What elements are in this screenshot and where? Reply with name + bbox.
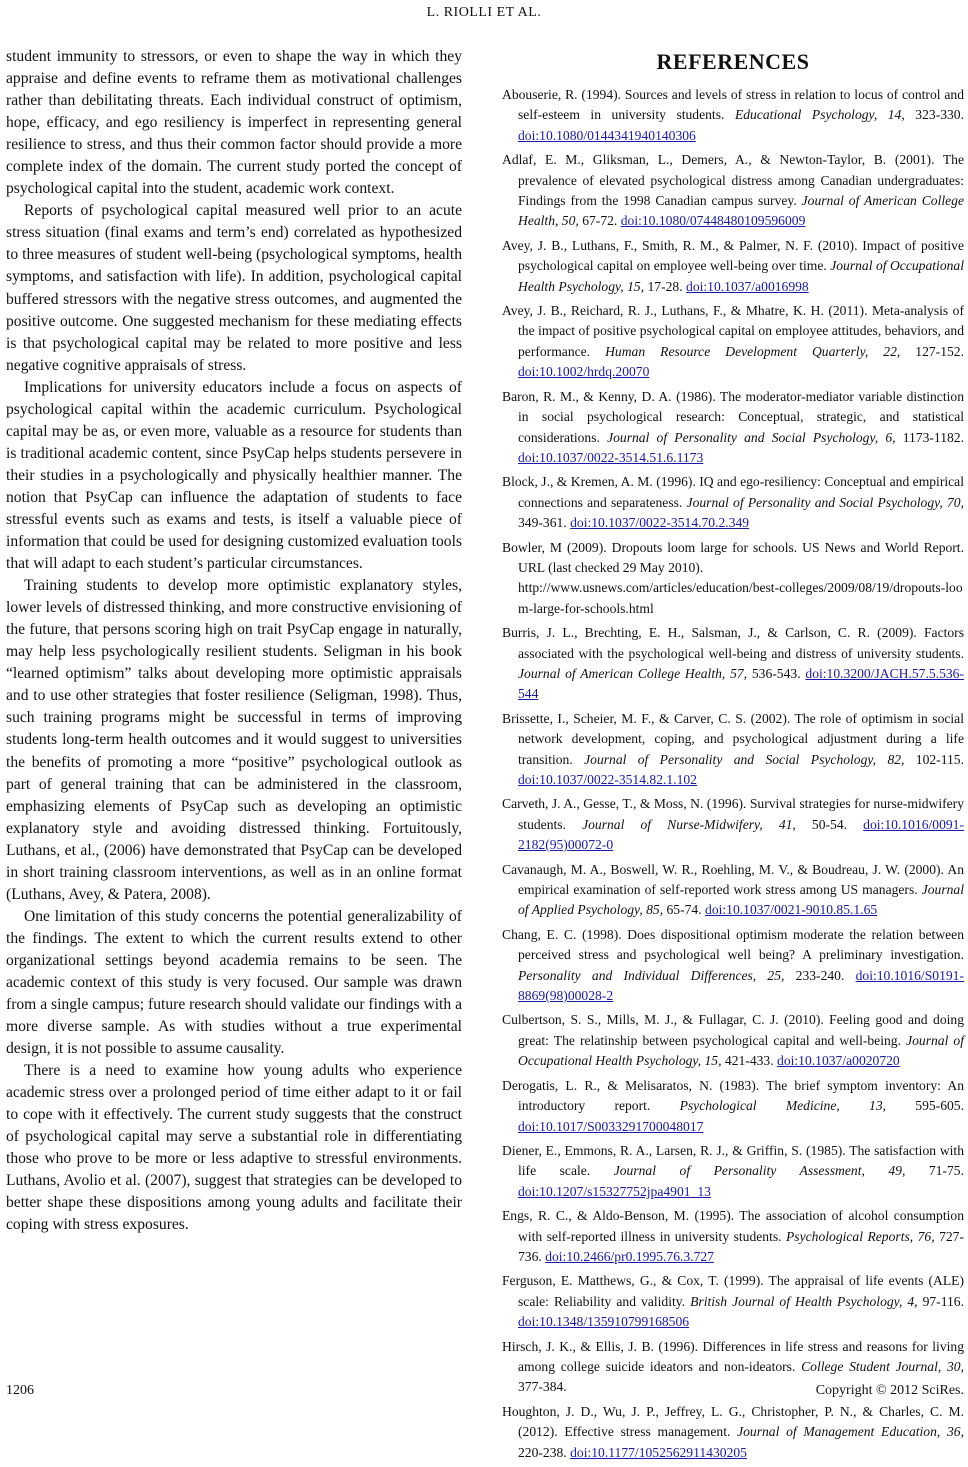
reference-doi-link[interactable]: doi:10.1017/S0033291700048017 — [518, 1118, 704, 1134]
reference-pages: 421-433. — [721, 1053, 778, 1069]
reference-text: Bowler, M (2009). Dropouts loom large for schools. US News and World Report. URL (last checked 29 May 2010). — [502, 539, 964, 575]
reference-pages: 67-72. — [578, 213, 621, 229]
reference-pages: 220-238. — [518, 1444, 571, 1460]
reference-journal: Journal of Management Education, 36, — [737, 1424, 964, 1440]
reference-entry — [502, 472, 964, 533]
reference-entry — [502, 623, 964, 705]
reference-text: Burris, J. L., Brechting, E. H., Salsman, J., & Carlson, C. R. (2009). Factors associated with the psychological well-being and distress of university students. — [502, 625, 964, 661]
reference-journal: Journal of Personality Assessment, 49, — [613, 1163, 906, 1179]
body-text-column — [6, 46, 462, 1237]
reference-entry — [502, 1076, 964, 1137]
reference-entry — [502, 538, 964, 620]
reference-text: Diener, E., Emmons, R. A., Larsen, R. J., & Griffin, S. (1985). The satisfaction with life scale. — [502, 1142, 964, 1179]
reference-pages: 97-116. — [917, 1293, 964, 1309]
reference-entry — [502, 85, 964, 146]
reference-entry — [502, 1402, 964, 1463]
reference-text: Cavanaugh, M. A., Boswell, W. R., Roehling, M. V., & Boudreau, J. W. (2000). An empirical examination of self-reported work stress among US managers. — [502, 861, 964, 898]
reference-text: Adlaf, E. M., Gliksman, L., Demers, A., & Newton-Taylor, B. (2001). The prevalence of elevated psychological distress among Canadian undergraduates: Findings from the 1998 Canadian campus survey. — [502, 152, 964, 209]
reference-doi-link[interactable]: doi:10.1037/a0016998 — [686, 278, 809, 294]
reference-journal: British Journal of Health Psychology, 4, — [690, 1293, 918, 1309]
reference-pages: 349-361. — [518, 515, 571, 531]
reference-text: Brissette, I., Scheier, M. F., & Carver, C. S. (2002). The role of optimism in social network development, coping, and psychological adjustment during a life transition. — [502, 710, 964, 767]
reference-journal: Educational Psychology, 14, — [734, 107, 905, 123]
reference-text: Avey, J. B., Luthans, F., Smith, R. M., & Palmer, N. F. (2010). Impact of positive psychological capital on employee well-being over time. — [502, 237, 964, 274]
reference-text: Ferguson, E. Matthews, G., & Cox, T. (1999). The appraisal of life events (ALE) scale: Reliability and validity. — [502, 1273, 964, 1309]
reference-journal: Journal of Occupational Health Psychology, 15, — [518, 1032, 965, 1069]
reference-doi-link[interactable]: doi:10.2466/pr0.1995.76.3.727 — [545, 1248, 714, 1264]
reference-journal: Journal of Personality and Social Psychology, 70, — [686, 494, 964, 510]
running-head: L. RIOLLI ET AL. — [426, 5, 542, 20]
reference-entry — [502, 301, 964, 383]
copyright-notice: Copyright © 2012 SciRes. — [815, 1383, 964, 1398]
reference-url: http://www.usnews.com/articles/education/best-colleges/2009/08/19/dropouts-loom-large-for-schools.html — [518, 580, 963, 616]
reference-pages: 65-74. — [663, 902, 706, 918]
reference-pages: 1173-1182. — [895, 429, 964, 445]
reference-entry — [502, 925, 964, 1007]
reference-journal: Human Resource Development Quarterly, 22, — [605, 343, 901, 359]
reference-pages: 323-330. — [904, 107, 965, 123]
reference-text: Block, J., & Kremen, A. M. (1996). IQ and ego-resiliency: Conceptual and empirical connections and separateness. — [502, 474, 964, 510]
reference-text: Hirsch, J. K., & Ellis, J. B. (1996). Differences in life stress and reasons for living among college suicide ideators and non-ideators. — [502, 1338, 964, 1374]
reference-pages: 536-543. — [747, 665, 806, 681]
reference-journal: Journal of Nurse-Midwifery, 41, — [582, 816, 796, 832]
reference-doi-link[interactable]: doi:10.1037/a0020720 — [777, 1053, 900, 1069]
reference-entry — [502, 1271, 964, 1332]
reference-doi-link[interactable]: doi:10.1016/S0191-8869(98)00028-2 — [518, 967, 964, 1004]
reference-pages: 595-605. — [886, 1098, 964, 1114]
reference-doi-link[interactable]: doi:10.1037/0022-3514.70.2.349 — [570, 515, 750, 531]
reference-doi-link[interactable]: doi:10.1207/s15327752jpa4901_13 — [518, 1183, 711, 1199]
reference-doi-link[interactable]: doi:10.1002/hrdq.20070 — [518, 364, 650, 380]
reference-entry — [502, 794, 964, 855]
reference-text: Baron, R. M., & Kenny, D. A. (1986). The moderator-mediator variable distinction in social psychological research: Conceptual, strategic, and statistical considerations. — [502, 388, 964, 445]
reference-doi-link[interactable]: doi:10.1037/0022-3514.51.6.1173 — [518, 449, 704, 465]
reference-text: Culbertson, S. S., Mills, M. J., & Fullagar, C. J. (2010). Feeling good and doing great: The relatinship between psychological capital and well-being. — [502, 1012, 964, 1048]
reference-journal: Journal of Occupational Health Psychology, 15, — [518, 258, 964, 294]
reference-pages: 377-384. — [518, 1379, 567, 1395]
reference-journal: Journal of Personality and Social Psychology, 6, — [607, 429, 896, 445]
reference-entry — [502, 860, 964, 921]
reference-text: Chang, E. C. (1998). Does dispositional optimism moderate the relation between perceived stress and psychological well being? A preliminary investigation. — [502, 926, 964, 963]
reference-journal: Journal of American College Health, 57, — [518, 665, 748, 681]
reference-text: Derogatis, L. R., & Melisaratos, N. (1983). The brief symptom inventory: An introductory report. — [502, 1077, 964, 1114]
reference-pages: 233-240. — [784, 967, 856, 983]
reference-doi-link[interactable]: doi:10.1177/1052562911430205 — [570, 1444, 747, 1460]
reference-doi-link[interactable]: doi:10.1037/0021-9010.85.1.65 — [705, 902, 878, 918]
reference-entry — [502, 387, 964, 469]
reference-text: Avey, J. B., Reichard, R. J., Luthans, F., & Mhatre, K. H. (2011). Meta-analysis of the impact of positive psychological capital on employee attitudes, behaviors, and performance. — [502, 303, 964, 359]
reference-text: Engs, R. C., & Aldo-Benson, M. (1995). The association of alcohol consumption with self-reported illness in university students. — [502, 1208, 964, 1244]
reference-journal: Psychological Medicine, 13, — [679, 1098, 887, 1114]
body-paragraph: Reports of psychological capital measured well prior to an acute stress situation (final exams and term’s end) correlated as hypothesized to three measures of student well-being (psychological symptoms, health symptoms, and satisfaction with life). In addition, psychological capital buffered stressors with the negative stress outcomes, and augmented the positive outcome. One suggested mechanism for these mediating effects is that psychological capital may be related to more positive and less negative cognitive appraisals of stress. — [6, 202, 462, 374]
reference-text: Abouserie, R. (1994). Sources and levels of stress in relation to locus of control and self-esteem in university students. — [502, 87, 964, 123]
body-paragraph: Training students to develop more optimistic explanatory styles, lower levels of distressed thinking, and more constructive envisioning of the future, that persons scoring high on trait PsyCap engage in naturally, may help less psychologically resilient students. Seligman in his book “learned optimism” talks about developing more optimistic appraisals and to use other strategies that foster resilience (Seligman, 1998). Thus, such training programs might be successful in terms of improving students long-term health outcomes and it would suggest to universities the benefits of promoting a more “positive” psychological outlook as part of general training that can be administered in the classroom, emphasizing elements of PsyCap such as developing an optimistic explanatory style and avoiding distressed thinking. Fortuitously, Luthans, et al., (2006) have demonstrated that PsyCap can be developed in short training classroom interventions, as well as in an online format (Luthans, Avey, & Patera, 2008). — [6, 577, 462, 903]
body-paragraph: Implications for university educators include a focus on aspects of psychological capital within the academic curriculum. Psychological capital may be as, or even more, valuable as a resource for students than is traditional academic content, since PsyCap helps students persevere in their studies in a psychologically and physically healthier manner. The notion that PsyCap can influence the adaptation of students to face stressful events such as exams and tests, is itself a valuable piece of information that could be used for designing customized evaluation tools that will adapt to each student’s particular circumstances. — [6, 378, 462, 573]
reference-journal: Journal of Applied Psychology, 85, — [518, 882, 964, 918]
reference-text: Houghton, J. D., Wu, J. P., Jeffrey, L. G., Christopher, P. N., & Charles, C. M. (2012). Effective stress management. — [502, 1403, 964, 1440]
body-paragraph: student immunity to stressors, or even to shape the way in which they appraise and define events to reframe them as motivational challenges rather than debilitating threats. Each individual construct of optimism, hope, efficacy, and ego resiliency is imperfect in representing general resilience to stress, and thus their common factor should provide a more complete index of the domain. The current study ported the concept of psychological capital into the student, academic work context. — [6, 48, 462, 198]
reference-doi-link[interactable]: doi:10.1037/0022-3514.82.1.102 — [518, 772, 697, 787]
page-number: 1206 — [6, 1383, 34, 1398]
reference-pages: 17-28. — [644, 278, 687, 294]
reference-journal: Journal of American College Health, 50, — [518, 193, 964, 229]
reference-pages: 50-54. — [795, 816, 864, 832]
reference-entry — [502, 150, 964, 232]
reference-text: Carveth, J. A., Gesse, T., & Moss, N. (1996). Survival strategies for nurse-midwifery students. — [502, 796, 964, 832]
reference-doi-link[interactable]: doi:10.1080/07448480109596009 — [620, 213, 806, 229]
reference-pages: 127-152. — [900, 343, 964, 359]
reference-journal: Journal of Personality and Social Psychology, 82, — [584, 751, 905, 767]
reference-pages: 727-736. — [518, 1228, 964, 1264]
reference-entry — [502, 1206, 964, 1267]
reference-journal: Psychological Reports, 76, — [786, 1228, 935, 1244]
body-paragraph: One limitation of this study concerns the potential generalizability of the findings. The extent to which the current results extend to other organizational settings beyond academia remains to be seen. The academic context of this study is very focused. Our sample was drawn from a single campus; future research should validate our findings with a more diverse sample. As with studies without a true experimental design, it is not possible to assume causality. — [6, 907, 462, 1058]
reference-list — [502, 85, 964, 1463]
body-paragraph: There is a need to examine how young adults who experience academic stress over a prolonged period of time either adapt to it or fail to cope with it effectively. The current study suggests that the construct of psychological capital may serve a substantial role in differentiating those who prove to be more or less adaptive to stressful environments. Luthans, Avolio et al. (2007), suggest that strategies can be developed to better shape these dispositions among young adults and facilitate their coping with stress exposures. — [6, 1062, 462, 1234]
reference-journal: Personality and Individual Differences, 25, — [518, 967, 785, 983]
reference-doi-link[interactable]: doi:10.1016/0091-2182(95)00072-0 — [518, 816, 964, 853]
reference-doi-link[interactable]: doi:10.3200/JACH.57.5.536-544 — [518, 665, 964, 702]
reference-entry — [502, 1010, 964, 1071]
references-heading: REFERENCES — [656, 49, 810, 74]
reference-journal: College Student Journal, 30, — [801, 1358, 964, 1374]
reference-pages: 102-115. — [904, 751, 964, 767]
reference-entry — [502, 1141, 964, 1202]
reference-doi-link[interactable]: doi:10.1080/0144341940140306 — [518, 127, 696, 143]
reference-pages: 71-75. — [905, 1163, 965, 1179]
references-column — [502, 46, 964, 1467]
reference-entry — [502, 709, 964, 791]
reference-entry — [502, 236, 964, 297]
reference-doi-link[interactable]: doi:10.1348/135910799168506 — [518, 1314, 690, 1330]
